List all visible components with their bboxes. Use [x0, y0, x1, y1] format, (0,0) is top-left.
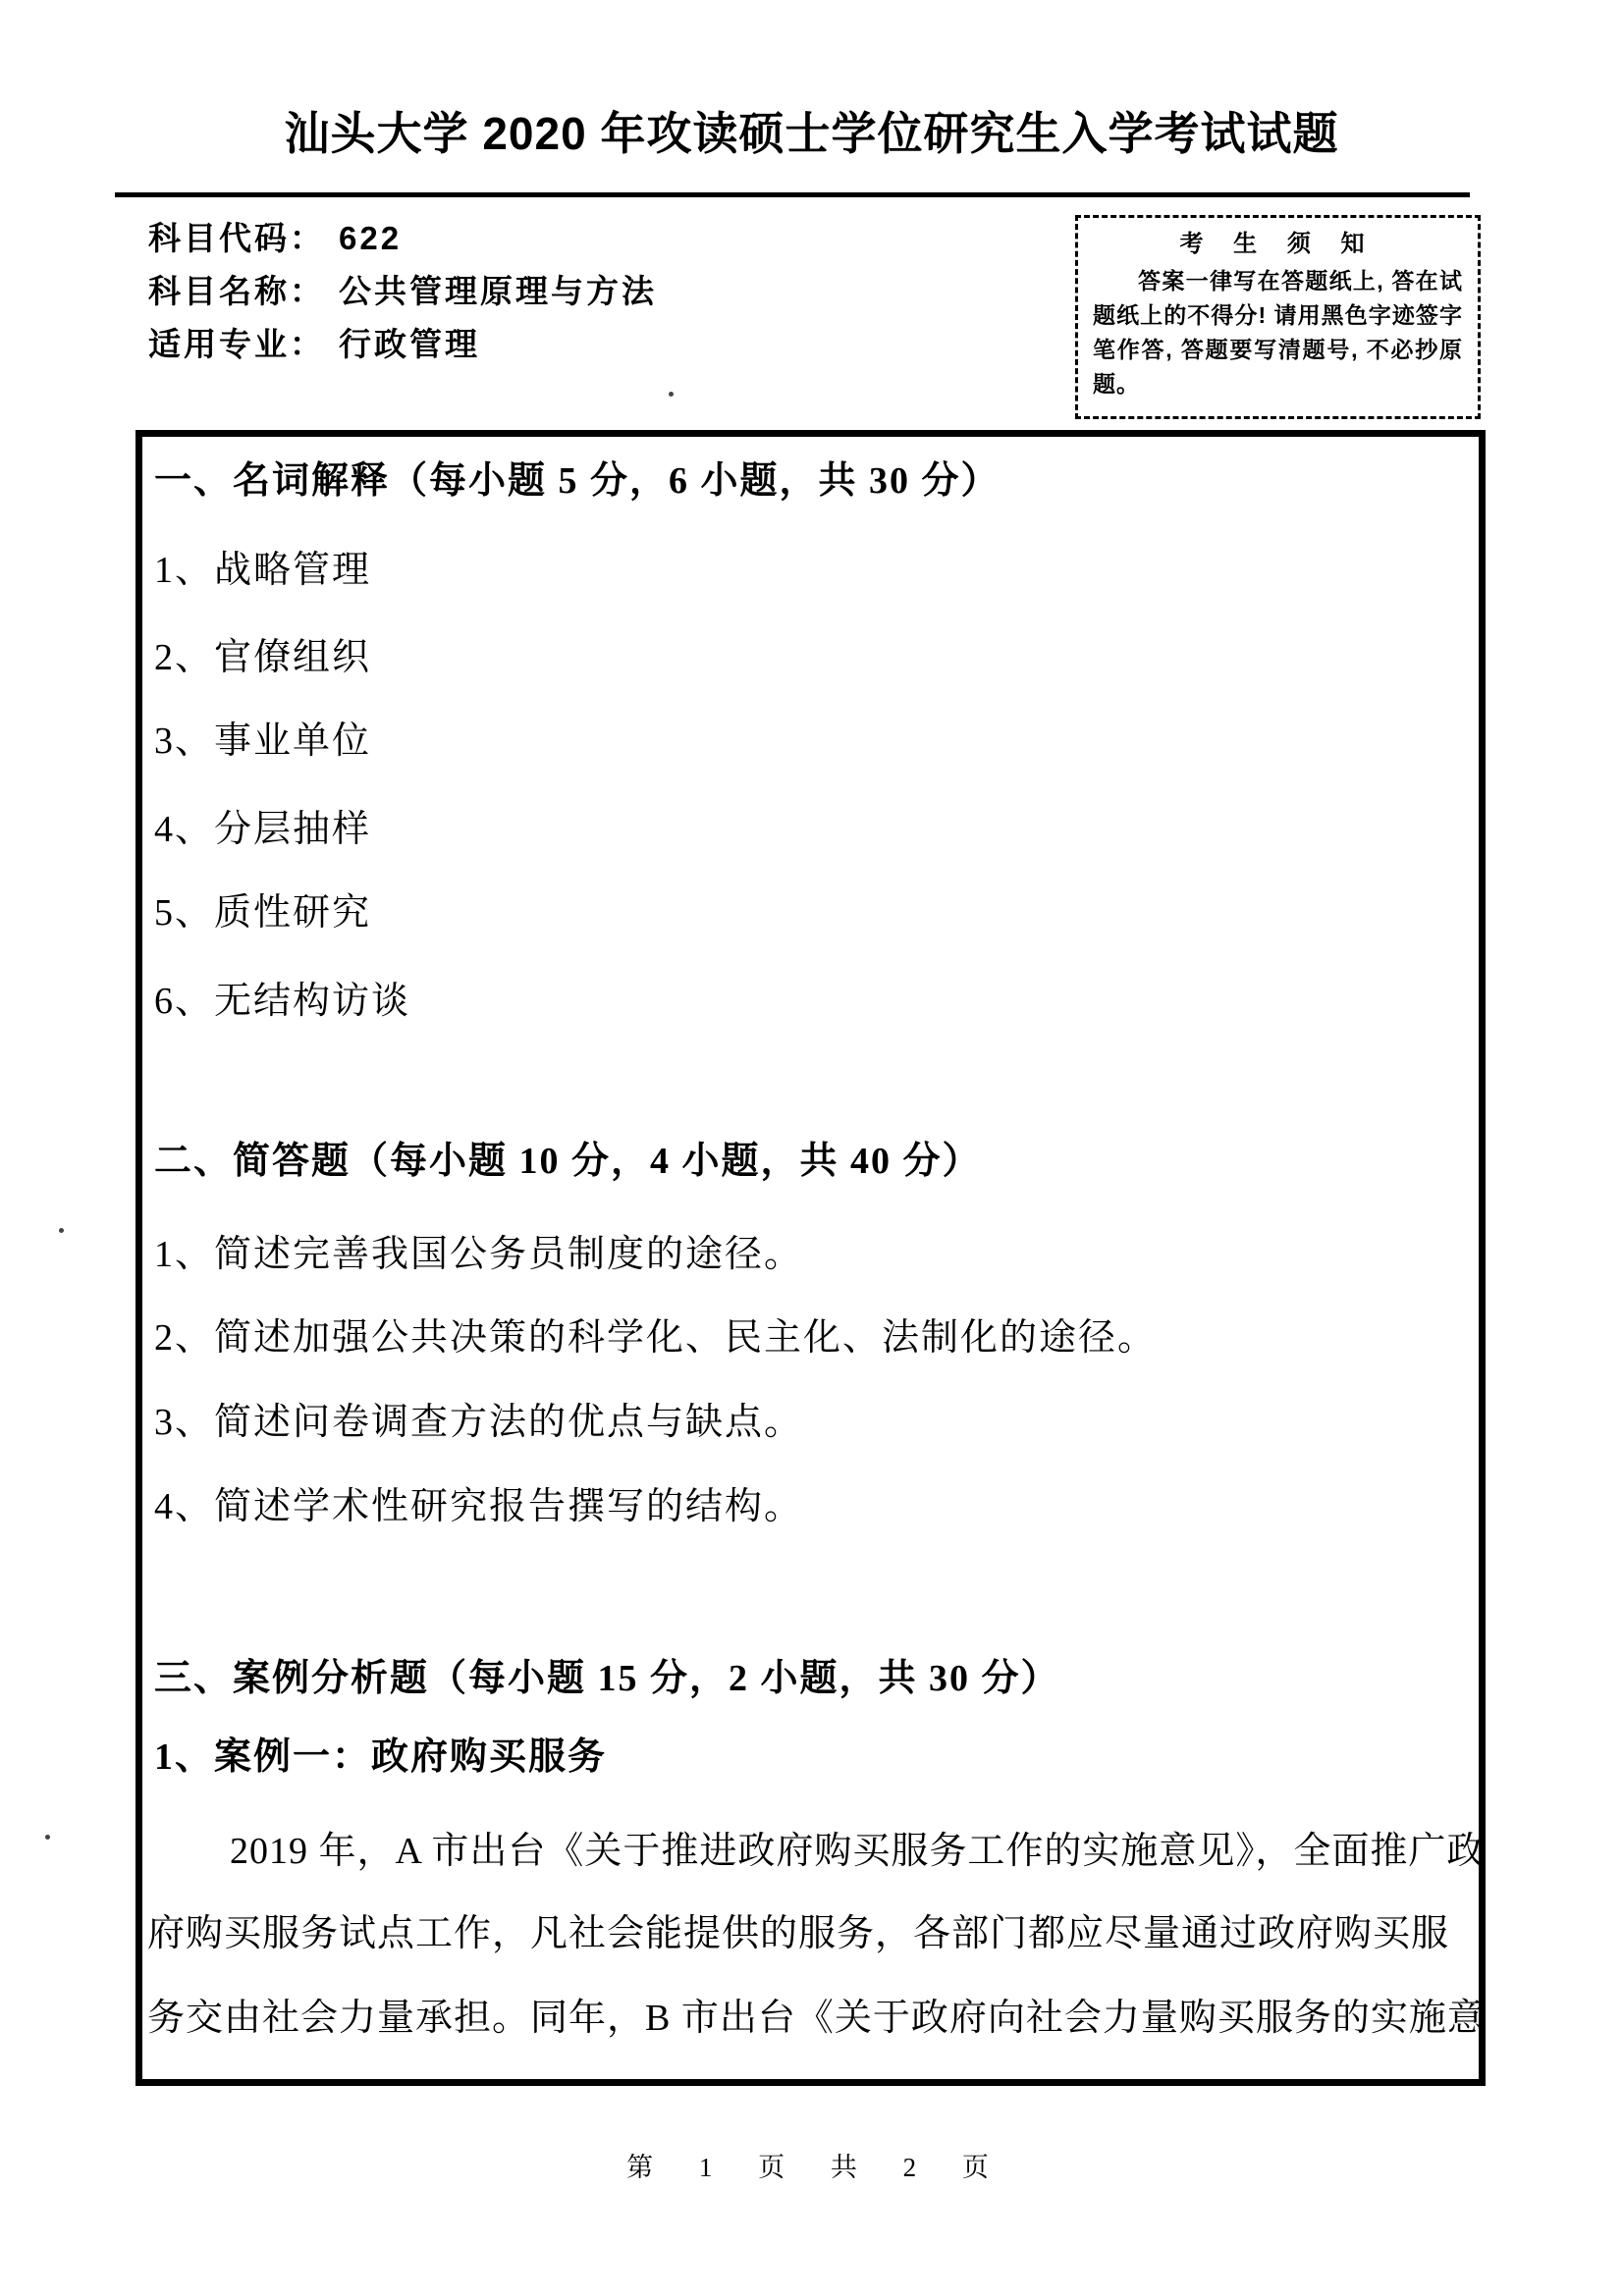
section-1-item-5: 5、质性研究 — [154, 892, 372, 934]
subject-name-value: 公共管理原理与方法 — [339, 273, 657, 309]
section-2-item-2: 2、简述加强公共决策的科学化、民主化、法制化的途径。 — [154, 1317, 1158, 1359]
section-1-heading: 一、名词解释（每小题 5 分，6 小题，共 30 分） — [154, 460, 1001, 502]
subject-name-label: 科目名称： — [148, 273, 325, 309]
section-2-item-3: 3、简述问卷调查方法的优点与缺点。 — [154, 1402, 804, 1443]
subject-code-row — [148, 212, 657, 265]
section-1-item-4: 4、分层抽样 — [154, 809, 372, 850]
section-1-item-3: 3、事业单位 — [154, 721, 372, 762]
scan-speckle — [669, 392, 674, 397]
section-1-item-6: 6、无结构访谈 — [154, 981, 411, 1022]
section-1-item-2: 2、官僚组织 — [154, 637, 372, 678]
subject-code-label: 科目代码： — [148, 220, 325, 256]
questions-box — [135, 430, 1486, 2086]
scan-speckle — [45, 1835, 50, 1840]
subject-info — [148, 212, 657, 371]
notice-title: 考 生 须 知 — [1179, 231, 1377, 257]
subject-code-value: 622 — [339, 220, 403, 256]
case-paragraph-line-3: 务交由社会力量承担。同年，B 市出台《关于政府向社会力量购买服务的实施意 — [147, 1998, 1486, 2039]
page-title: 汕头大学 2020 年攻读硕士学位研究生入学考试试题 — [284, 108, 1339, 159]
section-1-item-1: 1、战略管理 — [154, 550, 372, 591]
page-footer: 第 1 页 共 2 页 — [626, 2153, 997, 2182]
case-paragraph-line-2: 府购买服务试点工作，凡社会能提供的服务，各部门都应尽量通过政府购买服 — [147, 1913, 1450, 1954]
title-divider — [115, 192, 1470, 197]
section-2-item-4: 4、简述学术性研究报告撰写的结构。 — [154, 1486, 804, 1527]
section-3-heading: 三、案例分析题（每小题 15 分，2 小题，共 30 分） — [154, 1658, 1060, 1699]
section-2-item-1: 1、简述完善我国公务员制度的途径。 — [154, 1234, 804, 1275]
subject-major-value: 行政管理 — [339, 326, 480, 362]
subject-name-row — [148, 265, 657, 318]
case-1-title: 1、案例一：政府购买服务 — [154, 1736, 608, 1778]
notice-box — [1075, 215, 1481, 419]
subject-major-row — [148, 318, 657, 371]
scan-speckle — [59, 1228, 64, 1233]
case-paragraph-line-1: 2019 年，A 市出台《关于推进政府购买服务工作的实施意见》，全面推广政 — [230, 1831, 1486, 1872]
section-2-heading: 二、简答题（每小题 10 分，4 小题，共 40 分） — [154, 1141, 982, 1182]
subject-major-label: 适用专业： — [148, 326, 325, 362]
notice-body: 答案一律写在答题纸上, 答在试题纸上的不得分! 请用黑色字迹签字笔作答, 答题要写清题号, 不必抄原题。 — [1093, 268, 1463, 397]
